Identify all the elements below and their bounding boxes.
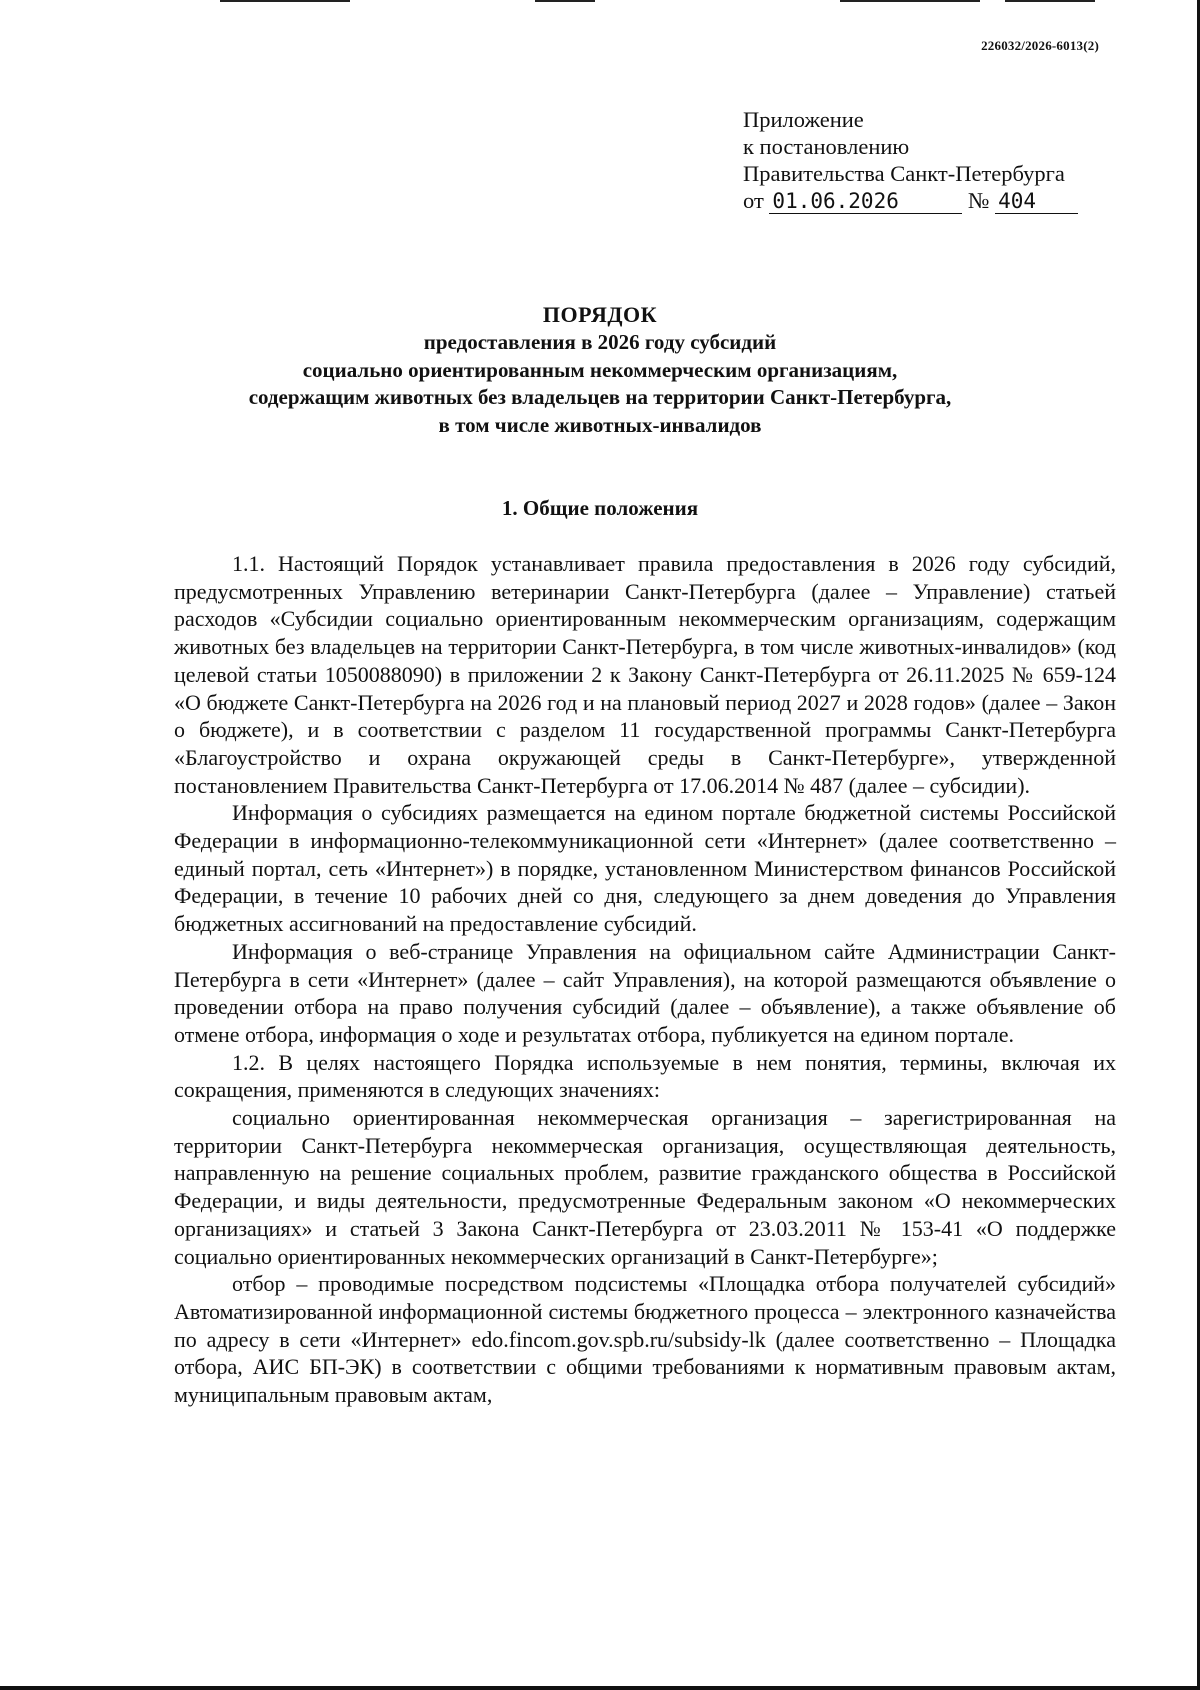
resolution-number: 404 bbox=[995, 189, 1078, 214]
paragraph: Информация о веб-странице Управления на официальном сайте Администрации Санкт-Петербурга в сети «Интернет» (далее – сайт Управления), на которой размещаются объявление о проведении отбора на право получения субсидий (далее – объявление), а также объявление об отмене отбора, информация о ходе и результатах отбора, публикуется на едином портале. bbox=[174, 938, 1116, 1047]
paragraph: Информация о субсидиях размещается на едином портале бюджетной системы Российской Федерации в информационно-телекоммуникационной сети «Интернет» (далее соответственно – единый портал, сеть «Интернет») в порядке, установленном Министерством финансов Российской Федерации, в течение 10 рабочих дней со дня, следующего за днем доведения до Управления бюджетных ассигнований на предоставление субсидий. bbox=[174, 800, 1116, 937]
title-subline: содержащим животных без владельцев на территории Санкт-Петербурга, bbox=[248, 385, 952, 409]
title-subline: в том числе животных-инвалидов bbox=[438, 412, 762, 437]
date-prefix: от bbox=[743, 188, 764, 213]
document-id: 226032/2026-6013(2) bbox=[981, 38, 1099, 53]
title-subline: предоставления в 2026 году субсидий bbox=[423, 330, 777, 354]
scan-top-rule bbox=[220, 0, 350, 2]
scan-top-rule bbox=[535, 0, 595, 2]
section-heading: 1. Общие положения bbox=[501, 496, 699, 520]
document-title bbox=[150, 301, 1050, 439]
appendix-line: Приложение bbox=[743, 107, 864, 132]
paragraph: 1.2. В целях настоящего Порядка используемые в нем понятия, термины, включая их сокращения, применяются в следующих значениях: bbox=[174, 1049, 1116, 1103]
appendix-header bbox=[743, 106, 1123, 214]
title-main: ПОРЯДОК bbox=[542, 302, 658, 327]
resolution-date: 01.06.2026 bbox=[769, 189, 962, 214]
number-prefix: № bbox=[968, 188, 990, 213]
scan-top-rule bbox=[840, 0, 980, 2]
appendix-line: к постановлению bbox=[743, 134, 910, 159]
scan-top-rule bbox=[1005, 0, 1095, 2]
appendix-date-line bbox=[743, 187, 1123, 214]
document-body bbox=[174, 550, 1116, 1409]
scan-bottom-edge bbox=[0, 1686, 1200, 1690]
paragraph: 1.1. Настоящий Порядок устанавливает правила предоставления в 2026 году субсидий, предусмотренных Управлению ветеринарии Санкт-Петербурга (далее – Управление) статьей расходов «Субсидии социально ориентированным некоммерческим организациям, содержащим животных без владельцев на территории Санкт-Петербурга, в том числе животных-инвалидов» (код целевой статьи 1050088090) в приложении 2 к Закону Санкт-Петербурга от 26.11.2025 № 659-124 «О бюджете Санкт-Петербурга на 2026 год и на плановый период 2027 и 2028 годов» (далее – Закон о бюджете), и в соответствии с разделом 11 государственной программы Санкт-Петербурга «Благоустройство и охрана окружающей среды в Санкт-Петербурге», утвержденной постановлением Правительства Санкт-Петербурга от 17.06.2014 № 487 (далее – субсидии). bbox=[174, 551, 1116, 798]
title-subline: социально ориентированным некоммерческим организациям, bbox=[302, 357, 898, 382]
paragraph: социально ориентированная некоммерческая организация – зарегистрированная на территории Санкт-Петербурга некоммерческая организация, осуществляющая деятельность, направленную на решение социальных проблем, развитие гражданского общества в Российской Федерации, и виды деятельности, предусмотренные Федеральным законом «О некоммерческих организациях» и статьей 3 Закона Санкт-Петербурга от 23.03.2011 № 153-41 «О поддержке социально ориентированных некоммерческих организаций в Санкт-Петербурге»; bbox=[174, 1105, 1116, 1269]
paragraph: отбор – проводимые посредством подсистемы «Площадка отбора получателей субсидий» Автоматизированной информационной системы бюджетного процесса – электронного казначейства по адресу в сети «Интернет» edo.fincom.gov.spb.ru/subsidy-lk (далее соответственно – Площадка отбора, АИС БП-ЭК) в соответствии с общими требованиями к нормативным правовым актам, муниципальным правовым актам, bbox=[174, 1271, 1116, 1408]
appendix-line: Правительства Санкт-Петербурга bbox=[743, 161, 1065, 186]
